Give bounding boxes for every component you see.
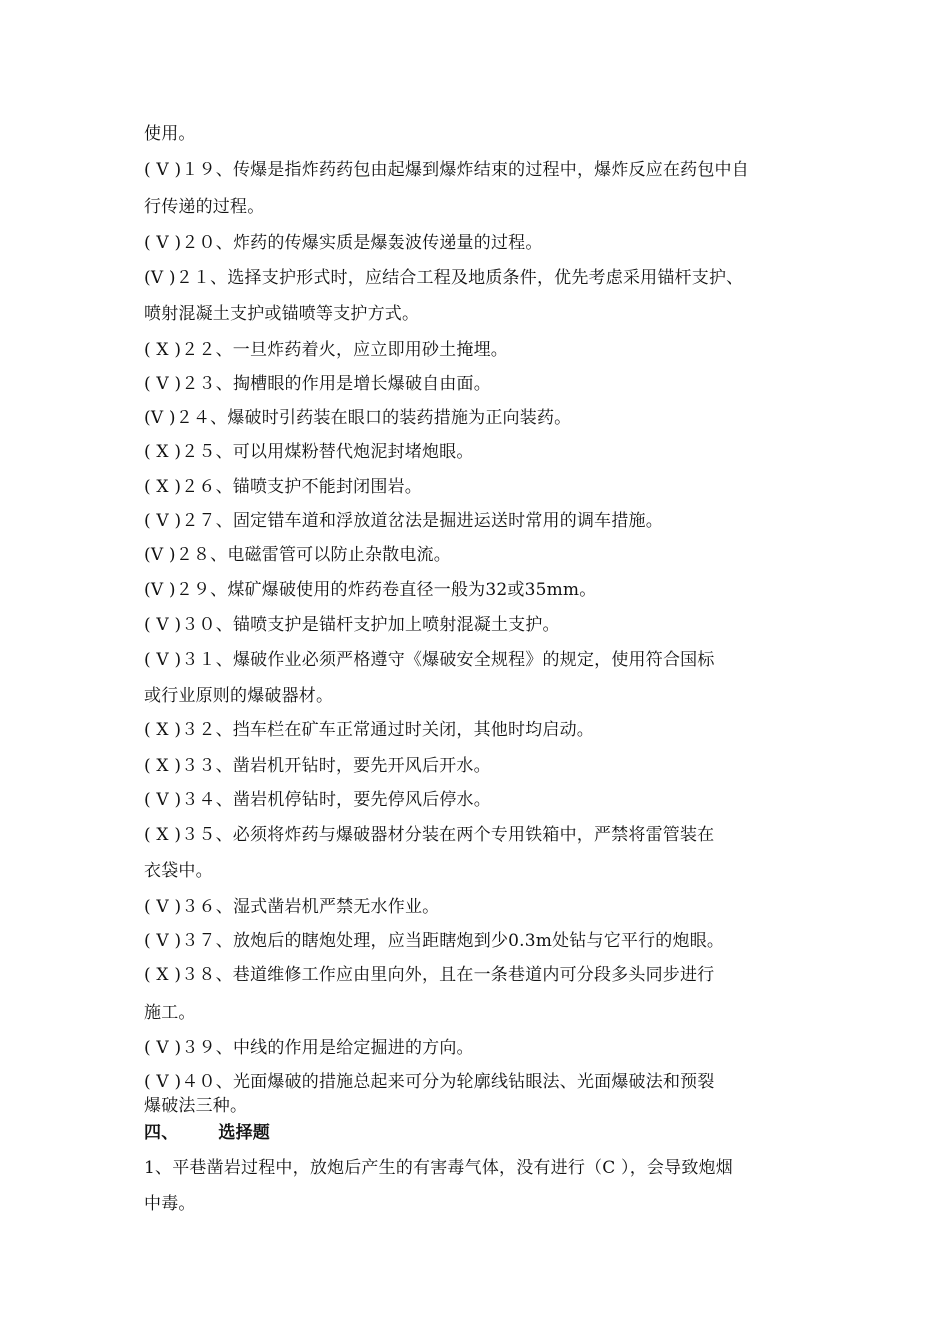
text-line: ( X )２２、一旦炸药着火，应立即用砂土掩埋。 bbox=[144, 340, 508, 360]
text-line: 行传递的过程。 bbox=[144, 197, 265, 217]
question-line: 1、平巷凿岩过程中，放炮后产生的有害毒气体，没有进行（C ），会导致炮烟 bbox=[144, 1158, 733, 1178]
text-line: 爆破法三种。 bbox=[144, 1096, 248, 1116]
text-line: (V )２４、爆破时引药装在眼口的装药措施为正向装药。 bbox=[144, 408, 572, 428]
text-line: ( X )３８、巷道维修工作应由里向外，且在一条巷道内可分段多头同步进行 bbox=[144, 965, 715, 985]
text-line: ( X )３２、挡车栏在矿车正常通过时关闭，其他时均启动。 bbox=[144, 720, 594, 740]
text-line: ( V )３４、凿岩机停钻时，要先停风后停水。 bbox=[144, 790, 491, 810]
text-line: ( V )２７、固定错车道和浮放道岔法是掘进运送时常用的调车措施。 bbox=[144, 511, 663, 531]
text-line: (V )２１、选择支护形式时，应结合工程及地质条件，优先考虑采用锚杆支护、 bbox=[144, 268, 744, 288]
text-line: ( V )３６、湿式凿岩机严禁无水作业。 bbox=[144, 897, 440, 917]
text-line: ( V )３７、放炮后的瞎炮处理，应当距瞎炮到少0.3m处钻与它平行的炮眼。 bbox=[144, 931, 725, 951]
question-line: 中毒。 bbox=[144, 1194, 196, 1214]
text-line: ( X )３５、必须将炸药与爆破器材分装在两个专用铁箱中，严禁将雷管装在 bbox=[144, 825, 715, 845]
text-line: (V )２８、电磁雷管可以防止杂散电流。 bbox=[144, 545, 451, 565]
text-line: ( X )２５、可以用煤粉替代炮泥封堵炮眼。 bbox=[144, 442, 474, 462]
section-title: 选择题 bbox=[218, 1123, 271, 1143]
text-line: ( X )３３、凿岩机开钻时，要先开风后开水。 bbox=[144, 756, 491, 776]
text-line: (V )２９、煤矿爆破使用的炸药卷直径一般为32或35mm。 bbox=[144, 580, 597, 600]
section-heading bbox=[144, 1122, 270, 1144]
text-line: ( V )２３、掏槽眼的作用是增长爆破自由面。 bbox=[144, 374, 491, 394]
text-line: ( V )１９、传爆是指炸药药包由起爆到爆炸结束的过程中，爆炸反应在药包中自 bbox=[144, 160, 749, 180]
text-line: 喷射混凝土支护或锚喷等支护方式。 bbox=[144, 304, 420, 324]
text-line: ( V )２０、炸药的传爆实质是爆轰波传递量的过程。 bbox=[144, 233, 543, 253]
text-line: 使用。 bbox=[144, 124, 196, 144]
text-line: 施工。 bbox=[144, 1003, 196, 1023]
text-line: ( V )３０、锚喷支护是锚杆支护加上喷射混凝土支护。 bbox=[144, 615, 560, 635]
section-number: 四、 bbox=[144, 1123, 179, 1143]
text-line: ( X )２６、锚喷支护不能封闭围岩。 bbox=[144, 477, 422, 497]
text-line: 或行业原则的爆破器材。 bbox=[144, 686, 334, 706]
text-line: ( V )３１、爆破作业必须严格遵守《爆破安全规程》的规定，使用符合国标 bbox=[144, 650, 715, 670]
text-line: ( V )３９、中线的作用是给定掘进的方向。 bbox=[144, 1038, 474, 1058]
text-line: ( V )４０、光面爆破的措施总起来可分为轮廓线钻眼法、光面爆破法和预裂 bbox=[144, 1072, 715, 1092]
text-line: 衣袋中。 bbox=[144, 861, 213, 881]
